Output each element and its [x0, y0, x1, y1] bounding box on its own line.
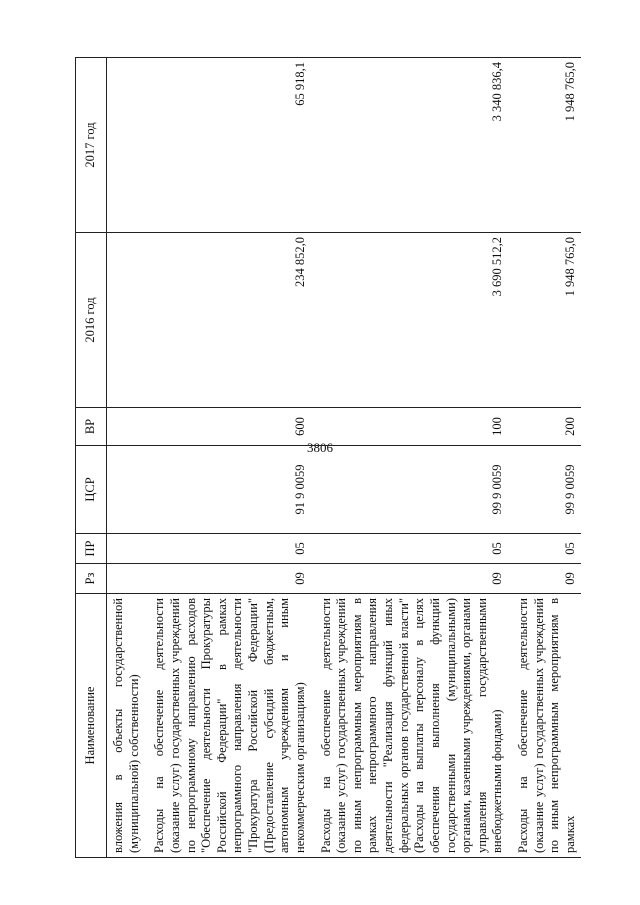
- table-row: [508, 58, 581, 858]
- row-amount-2017: 3 340 836,4: [311, 58, 509, 233]
- header-name: Наименование: [76, 594, 107, 858]
- row-pr: [107, 534, 145, 564]
- header-csr: ЦСР: [76, 446, 107, 534]
- row-amount-2016: 234 852,0: [144, 233, 310, 408]
- row-csr: [107, 446, 145, 534]
- row-amount-2017: 1 948 765,0: [508, 58, 581, 233]
- row-csr: 99 9 0059: [508, 446, 581, 534]
- header-2016: 2016 год: [76, 233, 107, 408]
- row-csr: 91 9 0059: [144, 446, 310, 534]
- row-pr: 05: [144, 534, 310, 564]
- header-rz: Рз: [76, 564, 107, 594]
- header-pr: ПР: [76, 534, 107, 564]
- table-row: [144, 58, 310, 858]
- row-amount-2016: 1 948 765,0: [508, 233, 581, 408]
- row-rz: 09: [144, 564, 310, 594]
- row-rz: 09: [311, 564, 509, 594]
- header-2017: 2017 год: [76, 58, 107, 233]
- row-amount-2017: [107, 58, 145, 233]
- row-vr: 100: [311, 408, 509, 446]
- row-pr: 05: [508, 534, 581, 564]
- row-amount-2017: 65 918,1: [144, 58, 310, 233]
- row-name: Расходы на обеспечение деятельности (оказание услуг) государственных учреждений по иным непрограммным мероприятиям в рамках: [508, 594, 581, 858]
- row-rz: [107, 564, 145, 594]
- row-pr: 05: [311, 534, 509, 564]
- row-name: Расходы на обеспечение деятельности (оказание услуг) государственных учреждений по иным непрограммным мероприятиям в рамках непрограммного направления деятельности "Реализация функций иных федеральных органов государственной власти" (Расходы на выплаты персоналу в целях обеспечения выполнения функций государственными (муниципальными) органами, казенными учреждениями, органами управления государственными внебюджетными фондами): [311, 594, 509, 858]
- table-row: [311, 58, 509, 858]
- row-amount-2016: 3 690 512,2: [311, 233, 509, 408]
- row-name: вложения в объекты государственной (муниципальной) собственности): [107, 594, 145, 858]
- header-vr: ВР: [76, 408, 107, 446]
- row-vr: 200: [508, 408, 581, 446]
- row-vr: 600: [144, 408, 310, 446]
- budget-table: [75, 57, 581, 858]
- rotated-table-container: [75, 58, 605, 858]
- row-csr: 99 9 0059: [311, 446, 509, 534]
- page-number: 3806: [307, 440, 333, 455]
- row-vr: [107, 408, 145, 446]
- table-row: [107, 58, 145, 858]
- row-amount-2016: [107, 233, 145, 408]
- row-name: Расходы на обеспечение деятельности (оказание услуг) государственных учреждений по непрограммному направлению расходов "Обеспечение деятельности Прокуратуры Российской Федерации" в рамках непрограммного направления деятельности "Прокуратура Российской Федерации" (Предоставление субсидий бюджетным, автономным учреждениям и иным некоммерческим организациям): [144, 594, 310, 858]
- table-header-row: [76, 58, 107, 858]
- row-rz: 09: [508, 564, 581, 594]
